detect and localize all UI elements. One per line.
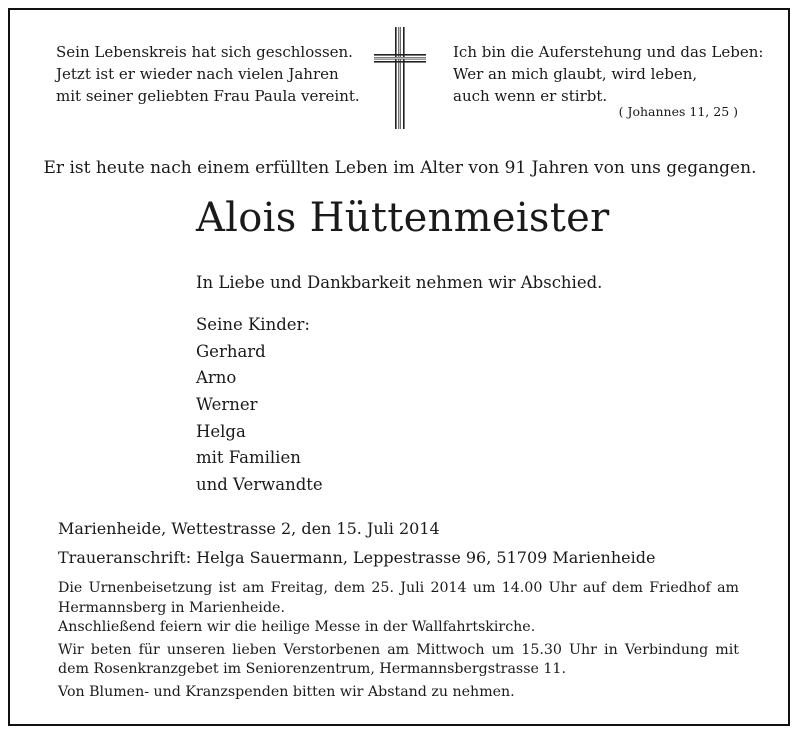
verse-right (453, 41, 763, 107)
verse-left-line: mit seiner geliebten Frau Paula vereint. (56, 87, 360, 105)
deceased-name: Alois Hüttenmeister (196, 195, 610, 241)
verse-left-line: Sein Lebenskreis hat sich geschlossen. (56, 43, 353, 61)
verse-reference: ( Johannes 11, 25 ) (618, 104, 738, 119)
mourner-name: Arno (196, 368, 237, 388)
cross-icon (372, 26, 428, 130)
detail-paragraph: Anschließend feiern wir die heilige Messe in der Wallfahrtskirche. (58, 619, 536, 635)
mourners-list (196, 312, 323, 499)
mourner-name: Helga (196, 421, 246, 441)
detail-paragraph: Die Urnenbeisetzung ist am Freitag, dem 25. Juli 2014 um 14.00 Uhr auf dem Friedhof am Hermannsberg in Marienheide. (58, 580, 739, 616)
mourners-closing: mit Familien (196, 448, 301, 468)
funeral-details (58, 579, 739, 702)
mourner-name: Werner (196, 395, 258, 415)
verse-right-line: Ich bin die Auferstehung und das Leben: (453, 43, 764, 61)
detail-paragraph: Von Blumen- und Kranzspenden bitten wir Abstand zu nehmen. (58, 683, 515, 700)
place-date: Marienheide, Wettestrasse 2, den 15. Juli 2014 (58, 519, 440, 538)
mourners-closing: und Verwandte (196, 475, 323, 495)
mourning-address: Traueranschrift: Helga Sauermann, Leppestrasse 96, 51709 Marienheide (58, 548, 656, 567)
verse-left (56, 41, 360, 107)
verse-right-line: Wer an mich glaubt, wird leben, (453, 65, 698, 83)
mourners-heading: Seine Kinder: (196, 315, 310, 334)
farewell-line: In Liebe und Dankbarkeit nehmen wir Abschied. (196, 273, 603, 292)
mourner-name: Gerhard (196, 341, 266, 361)
announcement: Er ist heute nach einem erfüllten Leben im Alter von 91 Jahren von uns gegangen. (43, 158, 757, 178)
verse-left-line: Jetzt ist er wieder nach vielen Jahren (56, 65, 339, 83)
verse-right-line: auch wenn er stirbt. (453, 87, 608, 105)
detail-paragraph: Wir beten für unseren lieben Verstorbenen am Mittwoch um 15.30 Uhr in Verbindung mit dem Rosenkranzgebet im Seniorenzentrum, Hermannsbergstrasse 11. (58, 641, 739, 677)
